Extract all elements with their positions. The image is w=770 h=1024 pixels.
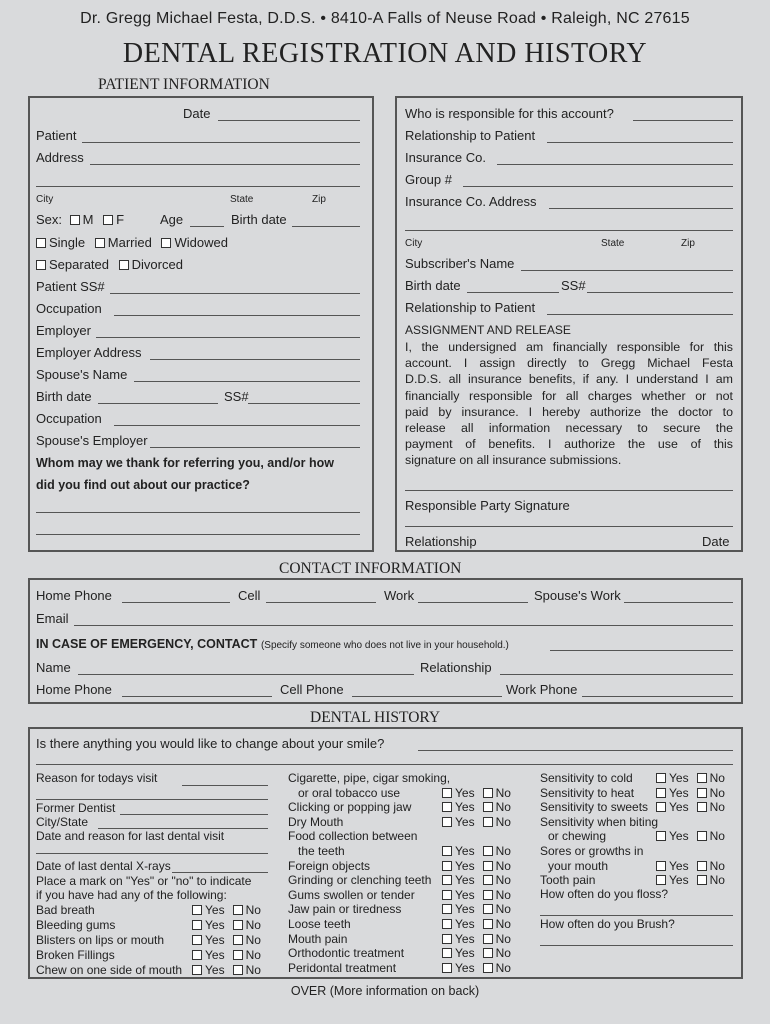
separated-label: Separated xyxy=(49,257,109,272)
marital-row-1 xyxy=(36,235,228,250)
dental-section-title: DENTAL HISTORY xyxy=(310,709,441,726)
signature-field[interactable] xyxy=(405,526,733,527)
col3-no-label-1: No xyxy=(709,785,725,800)
footer-note: OVER (More information on back) xyxy=(290,984,480,998)
col2-item-3: Food collection between xyxy=(288,829,418,844)
col2-no-label-7: No xyxy=(495,902,511,917)
referral-line-2[interactable] xyxy=(36,534,360,535)
occupation-field[interactable] xyxy=(114,315,360,316)
col2-yes-checkbox-1[interactable] xyxy=(442,802,452,812)
col2-no-checkbox-6[interactable] xyxy=(483,890,493,900)
ec-cell-label: Cell Phone xyxy=(280,682,344,697)
col3-yes-label-0: Yes xyxy=(669,771,689,785)
reason-line-2[interactable] xyxy=(36,799,268,800)
col2-yes-label-0: Yes xyxy=(455,785,475,800)
col2-no-checkbox-4[interactable] xyxy=(483,861,493,871)
col2-yes-no-5 xyxy=(442,873,511,887)
divorced-label: Divorced xyxy=(131,257,183,272)
col2-yes-checkbox-2[interactable] xyxy=(442,817,452,827)
col2-no-checkbox-11[interactable] xyxy=(483,963,493,973)
col1-no-label-3: No xyxy=(245,948,261,962)
col3-item-5: Tooth pain xyxy=(540,873,596,888)
spouse-ss-label: SS# xyxy=(224,389,249,404)
spouse-work-field[interactable] xyxy=(624,602,733,603)
col1-yes-no-1 xyxy=(192,918,261,932)
ec-work-field[interactable] xyxy=(582,696,733,697)
col2-yes-no-11 xyxy=(442,961,511,975)
married-checkbox[interactable] xyxy=(95,238,105,248)
age-label: Age xyxy=(160,212,184,227)
ec-home-phone-field[interactable] xyxy=(122,696,272,697)
col3-no-label-5: No xyxy=(709,873,725,888)
col1-yes-checkbox-3[interactable] xyxy=(192,950,202,960)
sub-relationship-field[interactable] xyxy=(547,314,733,315)
patient-ss-label: Patient SS# xyxy=(36,279,105,294)
col3-item-4: Sores or growths in xyxy=(540,844,644,858)
place-mark-2: if you have had any of the following: xyxy=(36,888,227,902)
col1-yes-checkbox-4[interactable] xyxy=(192,965,202,975)
col3-no-checkbox-4[interactable] xyxy=(697,861,707,871)
account-box xyxy=(395,96,743,552)
col2-item-6: Gums swollen or tender xyxy=(288,887,415,902)
col2-yes-no-0 xyxy=(442,786,511,800)
sub-ss-label: SS# xyxy=(561,278,586,293)
brush-label: How often do you Brush? xyxy=(540,917,675,931)
single-checkbox[interactable] xyxy=(36,238,46,248)
employer-label: Employer xyxy=(36,323,91,338)
col2-yes-no-6 xyxy=(442,888,511,902)
employer-address-field[interactable] xyxy=(150,359,360,360)
spouse-work-label: Spouse's Work xyxy=(534,588,621,603)
col1-yes-label-1: Yes xyxy=(205,918,225,932)
col3-yes-checkbox-0[interactable] xyxy=(656,773,666,783)
zip-label: Zip xyxy=(312,194,326,205)
spouse-employer-label: Spouse's Employer xyxy=(36,433,148,448)
marital-row-2 xyxy=(36,257,183,272)
spouse-employer-field[interactable] xyxy=(150,447,360,448)
smile-question: Is there anything you would like to change about your smile? xyxy=(36,736,385,751)
col2-item-1: Clicking or popping jaw xyxy=(288,800,412,815)
assign-line-5: paid by insurance. I hereby authorize the doctor to xyxy=(405,404,733,419)
widowed-label: Widowed xyxy=(174,235,228,250)
col2-no-checkbox-2[interactable] xyxy=(483,817,493,827)
col1-item-1: Bleeding gums xyxy=(36,918,116,932)
col2-yes-checkbox-9[interactable] xyxy=(442,934,452,944)
married-label: Married xyxy=(107,235,152,250)
assignment-title: ASSIGNMENT AND RELEASE xyxy=(405,323,571,337)
col2-yes-no-4 xyxy=(442,859,511,873)
col2-item-7: Jaw pain or tiredness xyxy=(288,902,402,917)
col1-yes-label-3: Yes xyxy=(205,948,225,962)
col1-yes-checkbox-1[interactable] xyxy=(192,920,202,930)
sex-f-checkbox[interactable] xyxy=(103,215,113,225)
col2-yes-label-6: Yes xyxy=(455,887,475,902)
col1-no-checkbox-1[interactable] xyxy=(233,920,243,930)
col2-no-checkbox-9[interactable] xyxy=(483,934,493,944)
col3-yes-no-4 xyxy=(656,859,725,873)
birth-date-field[interactable] xyxy=(292,226,360,227)
assign-line-1: I, the undersigned am financially responsible for this xyxy=(405,340,733,354)
assign-line-4: financially responsible for all charges whether or not xyxy=(405,388,733,403)
home-phone-label: Home Phone xyxy=(36,588,112,603)
col2-yes-label-4: Yes xyxy=(455,858,475,873)
last-visit-field[interactable] xyxy=(36,853,268,854)
insurance-address-line-2[interactable] xyxy=(405,230,733,231)
col1-yes-no-3 xyxy=(192,948,261,962)
spouse-birth-field[interactable] xyxy=(98,403,218,404)
col2-yes-label-9: Yes xyxy=(455,931,475,946)
sex-row xyxy=(36,212,124,227)
relationship-label: Relationship to Patient xyxy=(405,128,536,143)
col2-no-label-2: No xyxy=(495,814,511,829)
col2-no-label-9: No xyxy=(495,931,511,946)
ec-relationship-field[interactable] xyxy=(500,674,733,675)
referral-question-1: Whom may we thank for referring you, and/or how xyxy=(36,456,334,470)
ec-cell-field[interactable] xyxy=(352,696,502,697)
col2-yes-label-2: Yes xyxy=(455,814,475,829)
smile-field[interactable] xyxy=(418,750,733,751)
spouse-name-field[interactable] xyxy=(134,381,360,382)
date-label: Date xyxy=(183,106,211,121)
col1-item-2: Blisters on lips or mouth xyxy=(36,933,165,947)
col2-item-3-cont: the teeth xyxy=(298,844,345,858)
col2-no-label-1: No xyxy=(495,800,511,815)
patient-field[interactable] xyxy=(82,142,360,143)
patient-section-title: PATIENT INFORMATION xyxy=(98,76,270,93)
single-label: Single xyxy=(49,235,86,250)
insurance-co-field[interactable] xyxy=(497,164,733,165)
emergency-row xyxy=(36,636,509,651)
col1-yes-no-2 xyxy=(192,933,261,947)
citystate-label: City/State xyxy=(36,815,89,829)
address-field[interactable] xyxy=(90,164,360,165)
col2-yes-checkbox-6[interactable] xyxy=(442,890,452,900)
email-field[interactable] xyxy=(74,625,733,626)
assign-line-6: release all information necessary to secure the xyxy=(405,421,733,436)
col2-yes-checkbox-7[interactable] xyxy=(442,904,452,914)
col1-yes-label-2: Yes xyxy=(205,933,225,947)
col2-no-label-8: No xyxy=(495,917,511,931)
patient-info-box xyxy=(28,96,374,552)
col3-yes-checkbox-1[interactable] xyxy=(656,788,666,798)
col1-item-4: Chew on one side of mouth xyxy=(36,963,183,977)
ec-name-field[interactable] xyxy=(78,674,414,675)
assign-line-3: D.D.S. all insurance benefits, if any. I understand I am xyxy=(405,372,733,387)
sig-date-label: Date xyxy=(702,534,730,549)
divorced-checkbox[interactable] xyxy=(119,260,129,270)
birth-date-label: Birth date xyxy=(231,212,287,227)
col3-yes-label-1: Yes xyxy=(669,785,689,800)
col2-yes-label-3: Yes xyxy=(455,844,475,858)
patient-ss-field[interactable] xyxy=(110,293,360,294)
col1-no-checkbox-4[interactable] xyxy=(233,965,243,975)
col3-yes-no-2 xyxy=(656,800,725,814)
col2-no-checkbox-8[interactable] xyxy=(483,919,493,929)
col2-yes-checkbox-3[interactable] xyxy=(442,846,452,856)
sub-birth-label: Birth date xyxy=(405,278,461,293)
col3-yes-no-1 xyxy=(656,786,725,800)
col2-yes-no-9 xyxy=(442,932,511,946)
separated-checkbox[interactable] xyxy=(36,260,46,270)
group-field[interactable] xyxy=(463,186,733,187)
col2-item-2: Dry Mouth xyxy=(288,814,344,829)
insurance-co-label: Insurance Co. xyxy=(405,150,486,165)
place-mark-1: Place a mark on "Yes" or "no" to indicate xyxy=(36,874,252,888)
sex-f-label: F xyxy=(116,212,125,227)
xrays-field[interactable] xyxy=(172,872,268,873)
col2-no-checkbox-1[interactable] xyxy=(483,802,493,812)
col2-yes-label-8: Yes xyxy=(455,917,475,931)
home-phone-field[interactable] xyxy=(122,602,230,603)
col2-no-label-5: No xyxy=(495,873,511,888)
signature-line-top[interactable] xyxy=(405,490,733,491)
sub-ss-field[interactable] xyxy=(587,292,733,293)
col3-item-0: Sensitivity to cold xyxy=(540,771,633,785)
col2-no-label-11: No xyxy=(495,960,511,975)
col2-yes-no-1 xyxy=(442,800,511,814)
col2-yes-no-8 xyxy=(442,917,511,931)
col2-yes-no-7 xyxy=(442,902,511,916)
col1-no-checkbox-2[interactable] xyxy=(233,935,243,945)
col3-yes-label-4: Yes xyxy=(669,858,689,873)
col3-item-3-cont: or chewing xyxy=(548,829,607,844)
col2-no-checkbox-5[interactable] xyxy=(483,875,493,885)
sex-m-checkbox[interactable] xyxy=(70,215,80,225)
col2-item-11: Peridontal treatment xyxy=(288,960,397,975)
responsible-label: Who is responsible for this account? xyxy=(405,106,614,121)
col2-no-checkbox-10[interactable] xyxy=(483,948,493,958)
dental-box xyxy=(28,727,743,979)
col3-yes-no-3 xyxy=(656,829,725,843)
col2-no-label-4: No xyxy=(495,858,511,873)
col1-yes-no-4 xyxy=(192,963,261,977)
ins-state-label: State xyxy=(601,238,625,249)
col3-item-4-cont: your mouth xyxy=(548,858,609,873)
cell-field[interactable] xyxy=(266,602,376,603)
sex-m-label: M xyxy=(82,212,94,227)
spouse-birth-label: Birth date xyxy=(36,389,92,404)
emergency-note: (Specify someone who does not live in your household.) xyxy=(260,640,509,651)
contact-box xyxy=(28,578,743,704)
col2-yes-label-1: Yes xyxy=(455,800,475,815)
form-title: DENTAL REGISTRATION AND HISTORY xyxy=(122,38,648,69)
cell-label: Cell xyxy=(238,588,261,603)
col2-item-4: Foreign objects xyxy=(288,858,371,873)
ec-name-label: Name xyxy=(36,660,71,675)
col3-item-3: Sensitivity when biting xyxy=(540,814,659,829)
col2-no-label-10: No xyxy=(495,946,511,961)
contact-section-title: CONTACT INFORMATION xyxy=(279,560,462,577)
col2-no-label-6: No xyxy=(495,887,511,902)
col3-no-label-0: No xyxy=(709,771,725,785)
col3-yes-checkbox-3[interactable] xyxy=(656,831,666,841)
sub-birth-field[interactable] xyxy=(467,292,559,293)
col2-yes-no-2 xyxy=(442,815,511,829)
xrays-label: Date of last dental X-rays xyxy=(36,859,171,873)
emergency-field[interactable] xyxy=(550,650,733,651)
relationship3-label: Relationship xyxy=(405,534,477,549)
col2-yes-label-10: Yes xyxy=(455,946,475,961)
referral-question-2: did you find out about our practice? xyxy=(36,478,250,492)
col3-no-checkbox-2[interactable] xyxy=(697,802,707,812)
col1-no-label-2: No xyxy=(245,933,261,947)
employer-address-label: Employer Address xyxy=(36,345,142,360)
col2-yes-checkbox-8[interactable] xyxy=(442,919,452,929)
former-dentist-label: Former Dentist xyxy=(36,801,116,815)
insurance-address-field[interactable] xyxy=(549,208,733,209)
col1-yes-checkbox-2[interactable] xyxy=(192,935,202,945)
col1-yes-no-0 xyxy=(192,903,261,917)
col2-no-checkbox-7[interactable] xyxy=(483,904,493,914)
emergency-label: IN CASE OF EMERGENCY, CONTACT xyxy=(36,637,258,651)
col1-no-label-0: No xyxy=(245,903,261,917)
col1-yes-checkbox-0[interactable] xyxy=(192,905,202,915)
col2-yes-label-7: Yes xyxy=(455,902,475,917)
col3-no-checkbox-5[interactable] xyxy=(697,875,707,885)
col3-yes-no-0 xyxy=(656,771,725,785)
col3-yes-label-5: Yes xyxy=(669,873,689,888)
spouse-occupation-field[interactable] xyxy=(114,425,360,426)
col1-item-0: Bad breath xyxy=(36,903,95,917)
col2-item-10: Orthodontic treatment xyxy=(288,946,405,961)
col2-yes-no-10 xyxy=(442,946,511,960)
col2-yes-label-5: Yes xyxy=(455,873,475,888)
col2-no-label-3: No xyxy=(495,844,511,858)
col3-yes-no-5 xyxy=(656,873,725,887)
col3-item-2: Sensitivity to sweets xyxy=(540,800,649,815)
ec-relationship-label: Relationship xyxy=(420,660,492,675)
address-label: Address xyxy=(36,150,84,165)
practice-header: Dr. Gregg Michael Festa, D.D.S. • 8410-A Falls of Neuse Road • Raleigh, NC 27615 xyxy=(80,10,690,27)
col3-no-checkbox-1[interactable] xyxy=(697,788,707,798)
last-visit-label: Date and reason for last dental visit xyxy=(36,829,225,843)
col2-yes-label-11: Yes xyxy=(455,960,475,975)
col3-no-checkbox-3[interactable] xyxy=(697,831,707,841)
spouse-name-label: Spouse's Name xyxy=(36,367,128,382)
smile-line-2[interactable] xyxy=(36,764,733,765)
col1-yes-label-4: Yes xyxy=(205,963,225,977)
col2-item-0-cont: or oral tobacco use xyxy=(298,785,401,800)
patient-label: Patient xyxy=(36,128,77,143)
sex-label: Sex: xyxy=(36,212,63,227)
subscriber-label: Subscriber's Name xyxy=(405,256,515,271)
work-label: Work xyxy=(384,588,415,603)
col3-no-checkbox-0[interactable] xyxy=(697,773,707,783)
subscriber-field[interactable] xyxy=(521,270,733,271)
col2-item-0: Cigarette, pipe, cigar smoking, xyxy=(288,771,451,785)
reason-field[interactable] xyxy=(182,785,268,786)
col1-no-label-1: No xyxy=(245,918,261,932)
col2-item-9: Mouth pain xyxy=(288,931,348,946)
assign-line-8: signature on all insurance submissions. xyxy=(405,453,622,468)
ec-work-label: Work Phone xyxy=(506,682,578,697)
col2-item-5: Grinding or clenching teeth xyxy=(288,873,432,888)
reason-label: Reason for todays visit xyxy=(36,771,158,785)
col2-yes-checkbox-10[interactable] xyxy=(442,948,452,958)
spouse-occupation-label: Occupation xyxy=(36,411,102,426)
col1-no-checkbox-3[interactable] xyxy=(233,950,243,960)
state-label: State xyxy=(230,194,254,205)
address-line-2[interactable] xyxy=(36,186,360,187)
brush-field[interactable] xyxy=(540,945,733,946)
col3-item-1: Sensitivity to heat xyxy=(540,785,635,800)
widowed-checkbox[interactable] xyxy=(161,238,171,248)
floss-label: How often do you floss? xyxy=(540,887,669,901)
col2-yes-checkbox-4[interactable] xyxy=(442,861,452,871)
assign-line-7: payment of benefits. I authorize the use of this xyxy=(405,437,733,452)
col3-yes-checkbox-5[interactable] xyxy=(656,875,666,885)
col1-item-3: Broken Fillings xyxy=(36,948,115,962)
signature-label: Responsible Party Signature xyxy=(405,498,570,513)
col3-no-label-2: No xyxy=(709,800,725,815)
date-field[interactable] xyxy=(218,120,360,121)
responsible-field[interactable] xyxy=(633,120,733,121)
assignment-text xyxy=(405,339,733,469)
col2-yes-checkbox-0[interactable] xyxy=(442,788,452,798)
assign-line-2: account. I assign directly to Gregg Michael Festa xyxy=(405,356,733,371)
group-label: Group # xyxy=(405,172,452,187)
work-field[interactable] xyxy=(418,602,528,603)
floss-field[interactable] xyxy=(540,915,733,916)
col2-yes-no-3 xyxy=(442,844,511,858)
col2-yes-checkbox-5[interactable] xyxy=(442,875,452,885)
age-field[interactable] xyxy=(190,226,224,227)
former-dentist-field[interactable] xyxy=(120,814,268,815)
ins-city-label: City xyxy=(405,238,423,249)
col1-yes-label-0: Yes xyxy=(205,903,225,917)
relationship-field[interactable] xyxy=(547,142,733,143)
col1-no-label-4: No xyxy=(245,963,261,977)
col3-yes-label-3: Yes xyxy=(669,829,689,844)
employer-field[interactable] xyxy=(96,337,360,338)
col2-no-checkbox-0[interactable] xyxy=(483,788,493,798)
occupation-label: Occupation xyxy=(36,301,102,316)
col2-item-8: Loose teeth xyxy=(288,917,351,931)
ins-zip-label: Zip xyxy=(681,238,695,249)
city-label: City xyxy=(36,194,54,205)
ec-home-phone-label: Home Phone xyxy=(36,682,112,697)
col2-yes-checkbox-11[interactable] xyxy=(442,963,452,973)
col3-yes-checkbox-2[interactable] xyxy=(656,802,666,812)
col3-yes-label-2: Yes xyxy=(669,800,689,815)
col3-yes-checkbox-4[interactable] xyxy=(656,861,666,871)
referral-line-1[interactable] xyxy=(36,512,360,513)
col3-no-label-3: No xyxy=(709,829,725,844)
email-label: Email xyxy=(36,611,69,626)
spouse-ss-field[interactable] xyxy=(248,403,360,404)
col2-no-label-0: No xyxy=(495,785,511,800)
col1-no-checkbox-0[interactable] xyxy=(233,905,243,915)
insurance-address-label: Insurance Co. Address xyxy=(405,194,537,209)
col2-no-checkbox-3[interactable] xyxy=(483,846,493,856)
col3-no-label-4: No xyxy=(709,858,725,873)
sub-relationship-label: Relationship to Patient xyxy=(405,300,536,315)
